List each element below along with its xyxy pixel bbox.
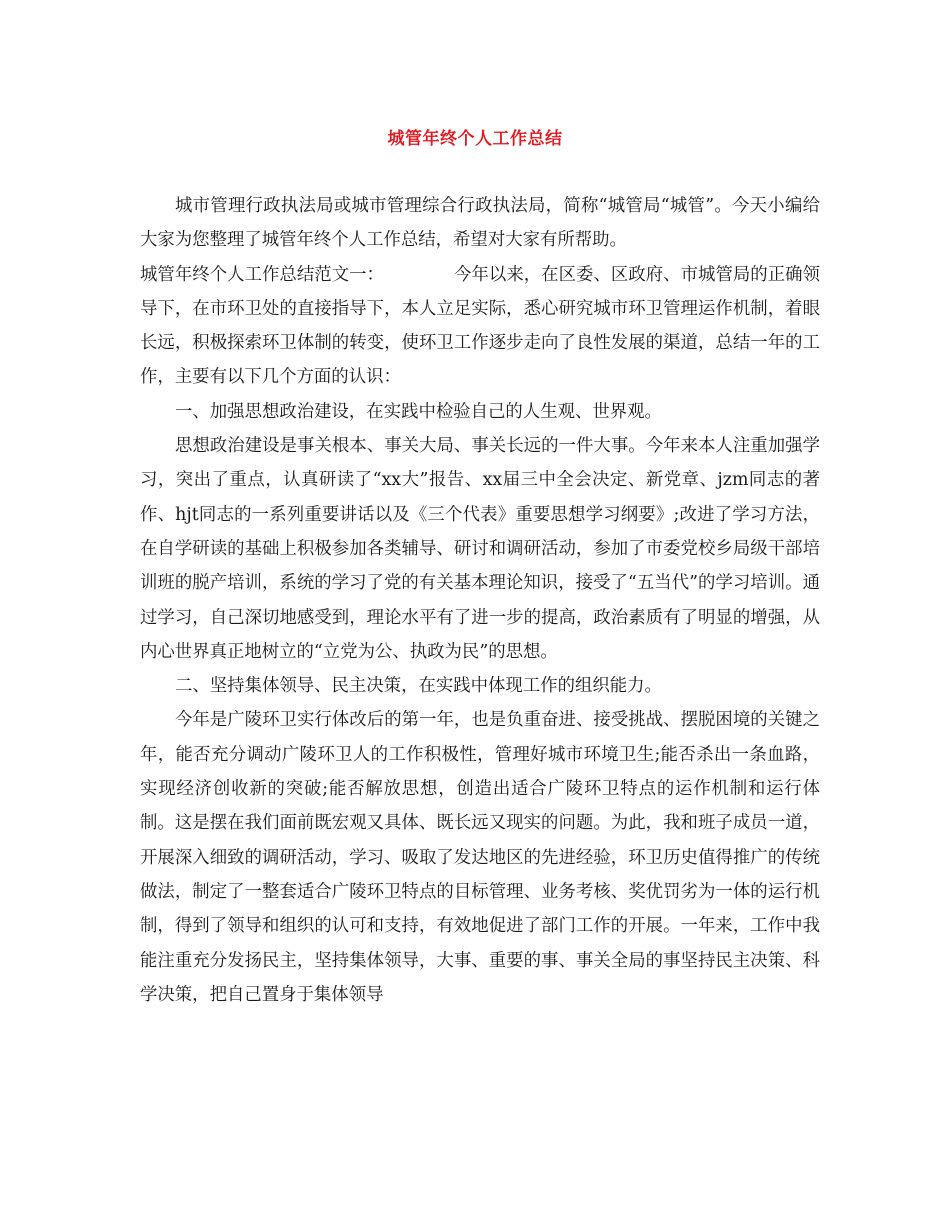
intro-paragraph: 城市管理行政执法局或城市管理综合行政执法局，简称“城管局“城管”。今天小编给大家为您整理了城管年终个人工作总结，希望对大家有所帮助。: [140, 196, 820, 251]
section2-heading: 二、坚持集体领导、民主决策，在实践中体现工作的组织能力。: [175, 676, 662, 697]
section2-body: 今年是广陵环卫实行体改后的第一年，也是负重奋进、接受挑战、摆脱困境的关键之年，能否充分调动广陵环卫人的工作积极性，管理好城市环境卫生;能否杀出一条血路，实现经济创收新的突破;能否解放思想，创造出适合广陵环卫特点的运作机制和运行体制。这是摆在我们面前既宏观又具体、既长远又现实的问题。为此，我和班子成员一道，开展深入细致的调研活动，学习、吸取了发达地区的先进经验，环卫历史值得推广的传统做法，制定了一整套适合广陵环卫特点的目标管理、业务考核、奖优罚劣为一体的运行机制，得到了领导和组织的认可和支持，有效地促进了部门工作的开展。一年来，工作中我能注重充分发扬民主，坚持集体领导，大事、重要的事、事关全局的事坚持民主决策、科学决策，把自己置身于集体领导: [140, 710, 820, 1005]
sample-paragraph: [140, 258, 820, 395]
document-title: 城管年终个人工作总结: [387, 129, 563, 149]
sample-opening: 今年以来，在区委、区政府、市城管局的正确领导下，在市环卫处的直接指导下，本人立足实际，悉心研究城市环卫管理运作机制，着眼长远，积极探索环卫体制的转变，使环卫工作逐步走向了良性发展的渠道，总结一年的工作，主要有以下几个方面的认识：: [140, 264, 820, 388]
section1-heading: 一、加强思想政治建设，在实践中检验自己的人生观、世界观。: [175, 401, 662, 422]
sample-heading: 城管年终个人工作总结范文一：: [140, 264, 384, 285]
section1-body: 思想政治建设是事关根本、事关大局、事关长远的一件大事。今年来本人注重加强学习，突出了重点，认真研读了“xx大”报告、xx届三中全会决定、新党章、jzm同志的著作、hjt同志的一系列重要讲话以及《三个代表》重要思想学习纲要》;改进了学习方法，在自学研读的基础上积极参加各类辅导、研讨和调研活动，参加了市委党校乡局级干部培训班的脱产培训，系统的学习了党的有关基本理论知识，接受了“五当代”的学习培训。通过学习，自己深切地感受到，理论水平有了进一步的提高，政治素质有了明显的增强，从内心世界真正地树立的“立党为公、执政为民”的思想。: [140, 436, 820, 662]
document-body: [140, 189, 820, 1012]
